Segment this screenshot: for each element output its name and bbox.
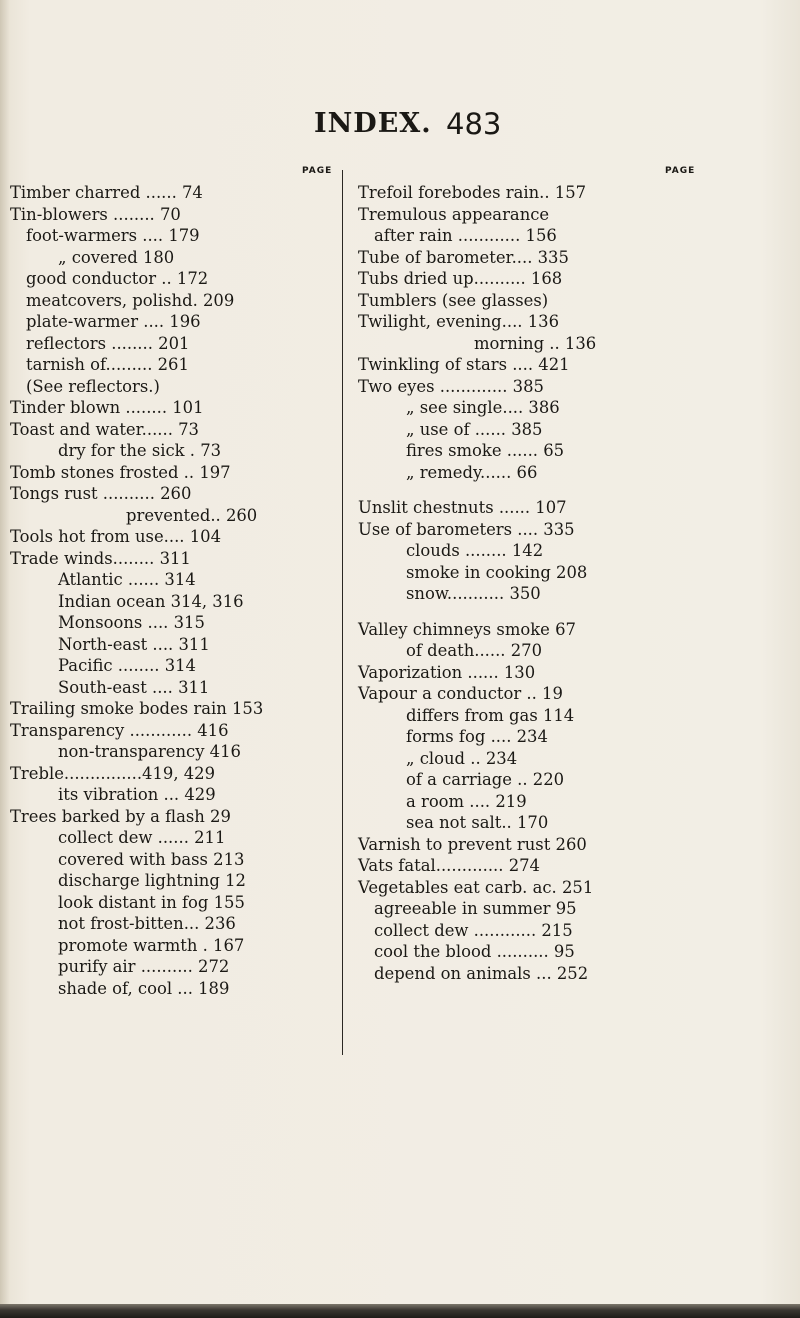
index-entry: Transparency ............ 416: [10, 720, 229, 740]
index-entry: Vats fatal............. 274: [358, 856, 540, 875]
index-entry: shade of, cool ... 189: [58, 978, 230, 998]
index-entry: Toast and water...... 73: [10, 419, 199, 439]
index-entry: Tinder blown ........ 101: [10, 398, 204, 417]
index-section-gap: [354, 605, 694, 619]
index-entry: a room .... 219: [406, 791, 527, 811]
index-entry: purify air .......... 272: [58, 957, 230, 976]
index-entry: Two eyes ............. 385: [358, 376, 544, 396]
right-column-page-label: PAGE: [665, 166, 696, 176]
index-entry: Vapour a conductor .. 19: [358, 684, 563, 703]
index-entry: promote warmth . 167: [58, 935, 245, 955]
index-entry: Tube of barometer.... 335: [358, 247, 569, 267]
index-entry: Tomb stones frosted .. 197: [10, 462, 231, 482]
index-entry: depend on animals ... 252: [374, 963, 589, 983]
index-entry: after rain ............ 156: [374, 226, 557, 245]
index-entry: South-east .... 311: [58, 677, 210, 697]
index-entry: snow........... 350: [406, 584, 541, 603]
index-entry: not frost-bitten... 236: [58, 914, 236, 933]
index-entry: Tools hot from use.... 104: [10, 527, 222, 546]
index-entry: Twinkling of stars .... 421: [358, 355, 570, 374]
index-entry: Tumblers (see glasses): [358, 290, 549, 310]
index-entry: Atlantic ...... 314: [58, 570, 196, 589]
index-entry: North-east .... 311: [58, 634, 210, 654]
index-entry: collect dew ...... 211: [58, 828, 226, 847]
index-entry: Valley chimneys smoke 67: [358, 619, 576, 639]
index-entry: Trade winds........ 311: [10, 548, 191, 568]
index-entry: of a carriage .. 220: [406, 770, 565, 789]
index-entry: Trefoil forebodes rain.. 157: [358, 183, 587, 202]
index-entry: morning .. 136: [474, 333, 597, 353]
index-entry: fires smoke ...... 65: [406, 441, 565, 460]
index-column-left: [6, 182, 336, 999]
index-entry: „ see single.... 386: [406, 398, 560, 417]
index-entry: „ cloud .. 234: [406, 748, 518, 768]
page-bottom-edge: [0, 1304, 800, 1318]
index-entry: clouds ........ 142: [406, 541, 544, 560]
index-entry: Unslit chestnuts ...... 107: [358, 498, 567, 517]
index-entry: Trailing smoke bodes rain 153: [10, 699, 264, 718]
index-entry: prevented.. 260: [126, 505, 258, 525]
page-number: 483: [446, 107, 502, 141]
index-entry: meatcovers, polishd. 209: [26, 290, 235, 310]
index-entry: Tubs dried up.......... 168: [358, 269, 563, 288]
index-entry: Tongs rust .......... 260: [10, 484, 192, 503]
index-entry: Vegetables eat carb. ac. 251: [358, 877, 594, 897]
index-entry: Indian ocean 314, 316: [58, 591, 244, 611]
index-column-right: [354, 182, 694, 984]
index-entry: tarnish of......... 261: [26, 355, 189, 374]
index-entry: „ remedy...... 66: [406, 462, 538, 482]
index-entry: Trees barked by a flash 29: [10, 806, 231, 826]
index-entry: cool the blood .......... 95: [374, 942, 575, 961]
left-column-page-label: PAGE: [302, 166, 333, 176]
index-entry: reflectors ........ 201: [26, 333, 190, 353]
index-entry: „ covered 180: [58, 247, 175, 267]
index-entry: non-transparency 416: [58, 742, 241, 761]
index-entry: covered with bass 213: [58, 849, 245, 869]
index-entry: „ use of ...... 385: [406, 419, 543, 439]
index-entry: of death...... 270: [406, 641, 543, 660]
index-entry: sea not salt.. 170: [406, 813, 549, 832]
index-entry: collect dew ............ 215: [374, 920, 573, 940]
index-entry: its vibration ... 429: [58, 785, 216, 804]
index-entry: Use of barometers .... 335: [358, 519, 575, 539]
page-header: [0, 106, 800, 146]
index-entry: good conductor .. 172: [26, 269, 209, 288]
index-entry: differs from gas 114: [406, 705, 575, 725]
index-entry: Tin-blowers ........ 70: [10, 204, 181, 224]
index-entry: smoke in cooking 208: [406, 562, 588, 582]
index-entry: (See reflectors.): [26, 376, 160, 396]
index-entry: Monsoons .... 315: [58, 613, 205, 632]
index-entry: Tremulous appearance: [358, 204, 550, 224]
index-entry: look distant in fog 155: [58, 892, 245, 912]
index-entry: Varnish to prevent rust 260: [358, 834, 587, 854]
index-section-gap: [354, 483, 694, 497]
index-entry: Treble...............419, 429: [10, 763, 216, 783]
index-entry: Twilight, evening.... 136: [358, 312, 560, 331]
index-entry: agreeable in summer 95: [374, 899, 577, 918]
index-entry: discharge lightning 12: [58, 871, 246, 890]
column-divider: [342, 170, 343, 1055]
index-entry: Timber charred ...... 74: [10, 183, 203, 202]
index-entry: Pacific ........ 314: [58, 656, 196, 675]
index-entry: plate-warmer .... 196: [26, 312, 201, 331]
running-title: INDEX.: [314, 108, 432, 139]
index-entry: Vaporization ...... 130: [358, 662, 536, 682]
index-entry: forms fog .... 234: [406, 727, 548, 746]
index-entry: dry for the sick . 73: [58, 441, 222, 460]
index-entry: foot-warmers .... 179: [26, 226, 200, 245]
